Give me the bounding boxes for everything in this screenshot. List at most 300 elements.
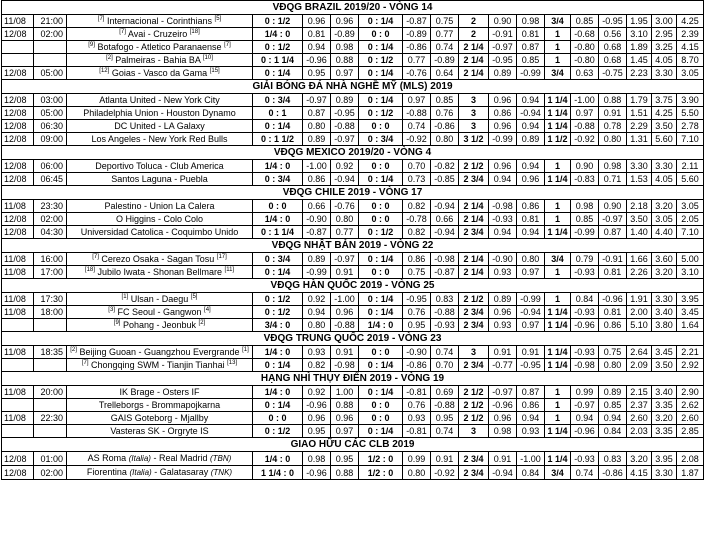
- match-teams: [67, 266, 253, 279]
- ft-handicap: 1/4 : 0: [253, 160, 303, 173]
- match-date: 12/08: [2, 133, 34, 146]
- match-name: AS Roma: [87, 453, 127, 463]
- ht-handicap-home-odds: 0.80: [403, 466, 431, 480]
- ft-handicap-away-odds: -0.95: [331, 107, 359, 120]
- ht-handicap-away-odds: -0.94: [431, 226, 459, 239]
- league-header: [2, 438, 704, 452]
- match-name: Fiorentina: [86, 467, 127, 477]
- ht-over-under: 1 1/4: [545, 120, 571, 133]
- match-name: Vasteras SK - Orgryte IS: [110, 426, 209, 436]
- ht-handicap-away-odds: -0.86: [431, 120, 459, 133]
- odds-away-win: 2.90: [677, 386, 704, 399]
- away-rank: [18]: [189, 29, 200, 35]
- match-date: 11/08: [2, 266, 34, 279]
- odds-away-win: 7.10: [677, 133, 704, 146]
- ht-under-odds: 0.90: [599, 200, 627, 213]
- ht-over-odds: -0.83: [571, 173, 599, 186]
- odds-draw: 4.05: [652, 54, 677, 67]
- odds-draw: 3.80: [652, 319, 677, 332]
- ft-handicap-away-odds: 0.89: [331, 94, 359, 107]
- ht-handicap-home-odds: 0.99: [403, 452, 431, 466]
- ft-handicap-home-odds: 0.93: [303, 346, 331, 359]
- match-date: [2, 319, 34, 332]
- ht-over-odds: 0.90: [571, 160, 599, 173]
- ft-over-under: 2 3/4: [459, 359, 489, 372]
- ht-over-odds: 0.98: [571, 200, 599, 213]
- ht-handicap-away-odds: 0.77: [431, 28, 459, 41]
- ht-handicap: 0 : 0: [359, 28, 403, 41]
- odds-away-win: 7.10: [677, 226, 704, 239]
- ht-handicap-home-odds: -0.81: [403, 386, 431, 399]
- odds-home-win: 1.95: [627, 15, 652, 28]
- match-time: 02:00: [34, 466, 67, 480]
- ft-handicap-away-odds: 0.96: [331, 15, 359, 28]
- league-title: GIAO HỮU CÁC CLB 2019: [2, 438, 704, 452]
- ht-over-odds: 0.99: [571, 386, 599, 399]
- match-date: 12/08: [2, 452, 34, 466]
- match-date: [2, 54, 34, 67]
- ht-over-odds: -0.92: [571, 133, 599, 146]
- match-name: Ulsan - Daegu: [130, 294, 189, 304]
- ft-handicap-away-odds: -0.88: [331, 319, 359, 332]
- home-rank: [2]: [106, 55, 113, 61]
- odds-draw: 3.50: [652, 120, 677, 133]
- match-row: [2, 306, 704, 319]
- match-name: Pohang - Jeonbuk: [122, 320, 197, 330]
- ft-handicap: 3/4 : 0: [253, 319, 303, 332]
- ft-handicap-away-odds: 0.88: [331, 466, 359, 480]
- ft-handicap-away-odds: -0.98: [331, 359, 359, 372]
- ht-under-odds: 0.87: [599, 226, 627, 239]
- ht-under-odds: 0.68: [599, 41, 627, 54]
- ft-over-under: 2 1/4: [459, 253, 489, 266]
- ft-over-under: 2 1/2: [459, 399, 489, 412]
- ft-over-odds: 0.96: [489, 160, 517, 173]
- match-row: [2, 200, 704, 213]
- ft-under-odds: -0.99: [517, 67, 545, 80]
- match-time: 16:00: [34, 253, 67, 266]
- odds-home-win: 2.18: [627, 200, 652, 213]
- odds-draw: 3.50: [652, 359, 677, 372]
- ft-over-odds: 0.93: [489, 319, 517, 332]
- ht-handicap: 0 : 0: [359, 200, 403, 213]
- odds-away-win: 3.95: [677, 293, 704, 306]
- ht-over-odds: -0.96: [571, 319, 599, 332]
- ht-under-odds: 0.56: [599, 28, 627, 41]
- league-header: [2, 372, 704, 386]
- league-title: VĐQG CHILE 2019 - VÒNG 17: [2, 186, 704, 200]
- ht-over-odds: 0.85: [571, 15, 599, 28]
- ht-handicap: 0 : 1/2: [359, 226, 403, 239]
- match-row: [2, 466, 704, 480]
- odds-home-win: 2.29: [627, 120, 652, 133]
- ft-over-odds: 0.93: [489, 266, 517, 279]
- ft-over-under: 3: [459, 120, 489, 133]
- odds-draw: 3.45: [652, 346, 677, 359]
- match-date: 12/08: [2, 173, 34, 186]
- odds-draw: 3.40: [652, 386, 677, 399]
- home-country-note: (Italia): [129, 468, 152, 477]
- ht-over-under: 1 1/4: [545, 452, 571, 466]
- home-rank: [7]: [119, 29, 126, 35]
- ht-handicap: 0 : 1/4: [359, 15, 403, 28]
- ht-over-odds: 0.74: [571, 466, 599, 480]
- odds-draw: 5.60: [652, 133, 677, 146]
- odds-home-win: 1.53: [627, 173, 652, 186]
- ht-under-odds: 0.68: [599, 54, 627, 67]
- ft-over-odds: 0.96: [489, 120, 517, 133]
- match-row: [2, 319, 704, 332]
- ft-handicap-home-odds: 0.94: [303, 306, 331, 319]
- ft-handicap-away-odds: -0.76: [331, 200, 359, 213]
- ft-under-odds: 0.89: [517, 133, 545, 146]
- ht-over-odds: 0.79: [571, 253, 599, 266]
- home-rank: [7]: [81, 360, 89, 366]
- ft-under-odds: 0.81: [517, 28, 545, 41]
- odds-home-win: 3.10: [627, 28, 652, 41]
- ht-handicap-home-odds: 0.76: [403, 306, 431, 319]
- match-teams: [67, 466, 253, 480]
- ht-handicap-away-odds: 0.74: [431, 346, 459, 359]
- ht-over-odds: 0.94: [571, 412, 599, 425]
- ft-over-under: 2 3/4: [459, 173, 489, 186]
- odds-home-win: 1.66: [627, 253, 652, 266]
- match-name: Los Angeles - New York Red Bulls: [91, 134, 228, 144]
- ht-handicap-home-odds: 0.74: [403, 120, 431, 133]
- match-time: 18:35: [34, 346, 67, 359]
- ft-handicap: 0 : 1/4: [253, 67, 303, 80]
- ft-over-odds: 0.96: [489, 94, 517, 107]
- match-teams: [67, 306, 253, 319]
- match-row: [2, 120, 704, 133]
- ht-over-odds: 0.63: [571, 67, 599, 80]
- match-teams: [67, 253, 253, 266]
- ft-over-odds: 0.98: [489, 425, 517, 438]
- match-row: [2, 253, 704, 266]
- odds-away-win: 1.64: [677, 319, 704, 332]
- ft-handicap-away-odds: 0.97: [331, 425, 359, 438]
- odds-away-win: 2.05: [677, 213, 704, 226]
- match-teams: [67, 425, 253, 438]
- ht-under-odds: 0.84: [599, 425, 627, 438]
- ht-over-under: 1: [545, 293, 571, 306]
- ht-under-odds: 0.91: [599, 107, 627, 120]
- match-time: 05:00: [34, 67, 67, 80]
- odds-away-win: 8.70: [677, 54, 704, 67]
- match-name: Palmeiras - Bahia BA: [115, 55, 201, 65]
- ft-handicap: 0 : 1/2: [253, 15, 303, 28]
- ht-under-odds: 0.78: [599, 120, 627, 133]
- match-row: [2, 173, 704, 186]
- ft-handicap: 0 : 0: [253, 412, 303, 425]
- ft-handicap-away-odds: 0.92: [331, 160, 359, 173]
- odds-home-win: 1.45: [627, 54, 652, 67]
- match-date: 12/08: [2, 107, 34, 120]
- ht-over-under: 1 1/4: [545, 94, 571, 107]
- league-title: VĐQG HÀN QUỐC 2019 - VÒNG 25: [2, 279, 704, 293]
- ft-handicap: 0 : 1 1/4: [253, 226, 303, 239]
- ht-over-odds: -1.00: [571, 94, 599, 107]
- ft-handicap: 1/4 : 0: [253, 346, 303, 359]
- match-teams: [67, 67, 253, 80]
- match-teams: [67, 319, 253, 332]
- match-time: 17:30: [34, 293, 67, 306]
- match-name: Deportivo Toluca - Club America: [95, 161, 224, 171]
- ht-over-under: 1: [545, 213, 571, 226]
- ht-over-under: 1 1/2: [545, 133, 571, 146]
- ft-handicap: 1/4 : 0: [253, 386, 303, 399]
- ht-handicap-home-odds: 0.76: [403, 399, 431, 412]
- ft-handicap: 0 : 1 1/4: [253, 54, 303, 67]
- match-name: Botafogo - Atletico Paranaense: [97, 42, 222, 52]
- match-time: 06:30: [34, 120, 67, 133]
- ht-under-odds: 0.75: [599, 346, 627, 359]
- ft-over-under: 2: [459, 28, 489, 41]
- odds-home-win: 1.79: [627, 94, 652, 107]
- home-rank: [1]: [121, 294, 129, 300]
- ft-handicap-home-odds: 0.80: [303, 120, 331, 133]
- ht-handicap-home-odds: 0.77: [403, 54, 431, 67]
- ft-handicap: 0 : 1/4: [253, 399, 303, 412]
- ft-over-odds: 0.86: [489, 107, 517, 120]
- ft-handicap-away-odds: 0.97: [331, 67, 359, 80]
- odds-draw: 4.25: [652, 107, 677, 120]
- ht-handicap-home-odds: -0.76: [403, 67, 431, 80]
- match-time: 18:00: [34, 306, 67, 319]
- match-teams: [67, 133, 253, 146]
- odds-home-win: 3.30: [627, 160, 652, 173]
- match-name: Cerezo Osaka - Sagan Tosu: [101, 254, 215, 264]
- ht-over-under: 3/4: [545, 253, 571, 266]
- ft-handicap-away-odds: 0.77: [331, 226, 359, 239]
- ht-over-under: 1 1/4: [545, 346, 571, 359]
- ht-under-odds: -0.75: [599, 67, 627, 80]
- odds-home-win: 1.91: [627, 293, 652, 306]
- match-time: 20:00: [34, 386, 67, 399]
- ft-handicap-away-odds: 0.80: [331, 213, 359, 226]
- match-teams: [67, 200, 253, 213]
- ht-over-odds: -0.88: [571, 120, 599, 133]
- ht-over-odds: 0.97: [571, 107, 599, 120]
- ft-handicap: 0 : 1/4: [253, 359, 303, 372]
- ft-handicap: 0 : 1 1/2: [253, 133, 303, 146]
- ht-over-odds: -0.97: [571, 399, 599, 412]
- ht-under-odds: 0.98: [599, 160, 627, 173]
- ht-under-odds: -0.86: [599, 466, 627, 480]
- ft-over-odds: 0.89: [489, 293, 517, 306]
- league-title: HẠNG NHÌ THỤY ĐIỂN 2019 - VÒNG 19: [2, 372, 704, 386]
- ft-handicap-home-odds: -0.97: [303, 94, 331, 107]
- ht-handicap-home-odds: -0.78: [403, 213, 431, 226]
- ft-handicap: 0 : 3/4: [253, 253, 303, 266]
- ht-over-odds: -0.93: [571, 452, 599, 466]
- ht-over-under: 1: [545, 412, 571, 425]
- ft-over-odds: -0.96: [489, 399, 517, 412]
- away-rank: [10]: [202, 55, 213, 61]
- ft-handicap: 0 : 1: [253, 107, 303, 120]
- match-row: [2, 41, 704, 54]
- league-header: [2, 80, 704, 94]
- ht-over-odds: -0.99: [571, 226, 599, 239]
- odds-home-win: 4.15: [627, 466, 652, 480]
- ht-over-odds: -0.98: [571, 359, 599, 372]
- match-name: FC Seoul - Gangwon: [117, 307, 202, 317]
- ft-handicap-home-odds: -0.96: [303, 466, 331, 480]
- ft-over-under: 2: [459, 15, 489, 28]
- ft-handicap-away-odds: 0.95: [331, 452, 359, 466]
- league-title: VĐQG MEXICO 2019/20 - VÒNG 4: [2, 146, 704, 160]
- match-row: [2, 67, 704, 80]
- ht-over-under: 1: [545, 386, 571, 399]
- odds-away-win: 2.78: [677, 120, 704, 133]
- ht-handicap: 0 : 1/4: [359, 41, 403, 54]
- match-name: Chongqing SWM - Tianjin Tianhai: [91, 360, 225, 370]
- match-teams: [67, 15, 253, 28]
- odds-away-win: 4.25: [677, 15, 704, 28]
- ht-over-under: 1 1/4: [545, 306, 571, 319]
- ht-over-under: 3/4: [545, 466, 571, 480]
- match-time: 03:00: [34, 94, 67, 107]
- odds-away-win: 2.85: [677, 425, 704, 438]
- ht-handicap-away-odds: 0.74: [431, 41, 459, 54]
- odds-draw: 3.30: [652, 293, 677, 306]
- match-date: 11/08: [2, 386, 34, 399]
- match-name: Atlanta United - New York City: [99, 95, 220, 105]
- match-time: [34, 54, 67, 67]
- home-rank: [9]: [88, 42, 95, 48]
- match-name: Goias - Vasco da Gama: [111, 68, 208, 78]
- match-teams: [67, 107, 253, 120]
- odds-away-win: 3.05: [677, 67, 704, 80]
- match-time: 05:00: [34, 107, 67, 120]
- ft-over-odds: 0.91: [489, 346, 517, 359]
- odds-home-win: 3.50: [627, 213, 652, 226]
- match-row: [2, 213, 704, 226]
- ht-over-under: 1: [545, 41, 571, 54]
- ft-handicap-away-odds: 0.96: [331, 306, 359, 319]
- match-time: 02:00: [34, 28, 67, 41]
- ft-over-odds: -0.90: [489, 253, 517, 266]
- ht-handicap-home-odds: 0.86: [403, 253, 431, 266]
- league-title: VĐQG BRAZIL 2019/20 - VÒNG 14: [2, 1, 704, 15]
- match-row: [2, 293, 704, 306]
- match-date: 11/08: [2, 346, 34, 359]
- ft-handicap-home-odds: 0.86: [303, 173, 331, 186]
- ft-over-under: 2 1/4: [459, 200, 489, 213]
- ht-handicap: 0 : 1/4: [359, 173, 403, 186]
- ft-under-odds: 0.97: [517, 266, 545, 279]
- odds-home-win: 3.20: [627, 452, 652, 466]
- ft-over-under: 2 3/4: [459, 306, 489, 319]
- match-name: Philadelphia Union - Houston Dynamo: [83, 108, 236, 118]
- match-date: 12/08: [2, 67, 34, 80]
- ht-handicap: 1/4 : 0: [359, 319, 403, 332]
- league-header: [2, 332, 704, 346]
- ht-under-odds: -0.96: [599, 293, 627, 306]
- ft-handicap: 0 : 1/4: [253, 120, 303, 133]
- ft-over-under: 2 3/4: [459, 226, 489, 239]
- ht-handicap-away-odds: 0.85: [431, 94, 459, 107]
- league-header: [2, 1, 704, 15]
- ht-under-odds: 0.80: [599, 359, 627, 372]
- match-date: 11/08: [2, 293, 34, 306]
- ft-handicap-away-odds: 0.91: [331, 266, 359, 279]
- ft-over-odds: -0.91: [489, 28, 517, 41]
- ht-handicap-home-odds: 0.73: [403, 173, 431, 186]
- home-rank: [7]: [97, 16, 105, 22]
- match-row: [2, 226, 704, 239]
- match-time: 01:00: [34, 452, 67, 466]
- ft-handicap-away-odds: -0.89: [331, 28, 359, 41]
- ft-over-under: 2 1/2: [459, 386, 489, 399]
- ft-under-odds: 0.91: [517, 346, 545, 359]
- match-date: 12/08: [2, 120, 34, 133]
- ft-under-odds: 0.85: [517, 54, 545, 67]
- odds-home-win: 2.37: [627, 399, 652, 412]
- match-date: [2, 425, 34, 438]
- ht-handicap-away-odds: -0.92: [431, 466, 459, 480]
- ht-handicap: 0 : 1/2: [359, 107, 403, 120]
- match-teams: [67, 226, 253, 239]
- ht-handicap-home-odds: 0.93: [403, 412, 431, 425]
- ht-handicap-away-odds: 0.91: [431, 452, 459, 466]
- odds-away-win: 2.62: [677, 399, 704, 412]
- match-teams: [67, 386, 253, 399]
- odds-draw: 3.40: [652, 306, 677, 319]
- match-time: 21:00: [34, 15, 67, 28]
- ht-handicap-home-odds: 0.82: [403, 200, 431, 213]
- ft-over-under: 2 1/2: [459, 412, 489, 425]
- ft-handicap-home-odds: 0.82: [303, 359, 331, 372]
- match-teams: [67, 213, 253, 226]
- ht-over-under: 1: [545, 399, 571, 412]
- match-teams: [67, 346, 253, 359]
- ft-over-odds: 0.89: [489, 67, 517, 80]
- ht-handicap-away-odds: 0.64: [431, 67, 459, 80]
- ft-handicap-away-odds: 0.91: [331, 346, 359, 359]
- odds-away-win: 5.50: [677, 107, 704, 120]
- ht-handicap-away-odds: 0.66: [431, 213, 459, 226]
- ht-handicap-away-odds: -0.88: [431, 306, 459, 319]
- ft-handicap-home-odds: -0.96: [303, 54, 331, 67]
- ht-handicap: 1/2 : 0: [359, 452, 403, 466]
- ht-over-odds: -0.93: [571, 346, 599, 359]
- ft-over-odds: -0.77: [489, 359, 517, 372]
- ft-handicap-home-odds: -0.90: [303, 213, 331, 226]
- ht-handicap: 0 : 1/4: [359, 67, 403, 80]
- ft-over-odds: -0.93: [489, 213, 517, 226]
- odds-home-win: 2.00: [627, 306, 652, 319]
- ft-over-odds: 0.91: [489, 452, 517, 466]
- league-title: VĐQG TRUNG QUỐC 2019 - VÒNG 23: [2, 332, 704, 346]
- ht-handicap-away-odds: -0.98: [431, 253, 459, 266]
- ft-over-odds: 0.94: [489, 226, 517, 239]
- home-rank: [12]: [99, 68, 110, 74]
- ht-handicap: 0 : 1/4: [359, 425, 403, 438]
- away-rank: [11]: [224, 267, 235, 273]
- ht-over-odds: -0.68: [571, 28, 599, 41]
- match-name: Jubilo Iwata - Shonan Bellmare: [97, 267, 223, 277]
- ft-under-odds: 0.93: [517, 425, 545, 438]
- match-name: GAIS Goteborg - Mjallby: [110, 413, 209, 423]
- match-row: [2, 133, 704, 146]
- ht-handicap-away-odds: 0.70: [431, 359, 459, 372]
- ft-under-odds: 0.87: [517, 386, 545, 399]
- home-country-note: (Italia): [128, 454, 151, 463]
- ft-over-odds: -0.98: [489, 200, 517, 213]
- ft-handicap-home-odds: 0.95: [303, 67, 331, 80]
- ft-over-odds: -0.97: [489, 41, 517, 54]
